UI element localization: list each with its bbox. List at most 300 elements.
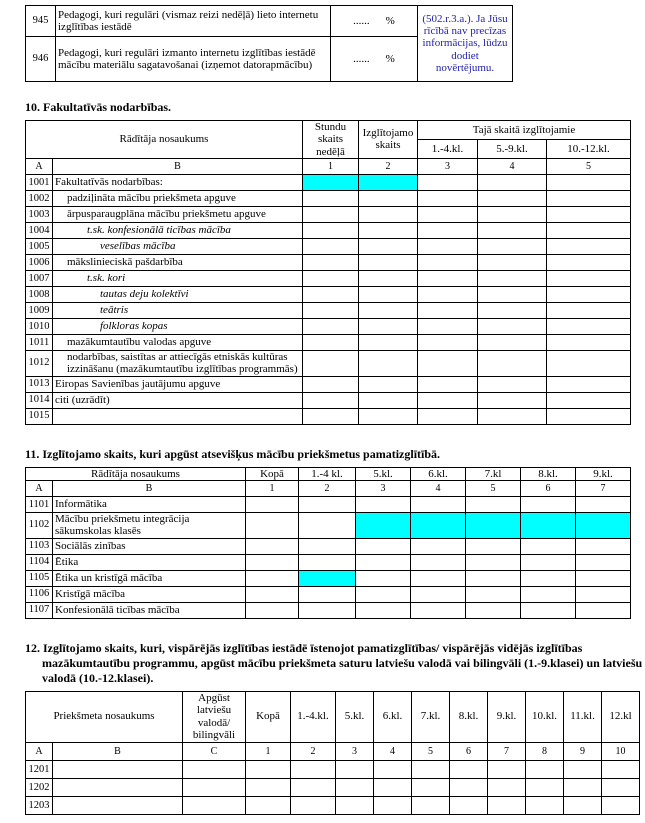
data-cell [411, 512, 466, 538]
table-row [26, 302, 631, 318]
data-cell[interactable] [418, 392, 478, 408]
data-cell[interactable] [299, 554, 356, 570]
row-label: ārpusparaugplāna mācību priekšmetu apguve [53, 206, 303, 222]
col-letter: A [26, 158, 53, 174]
col-letter: 1 [246, 743, 291, 761]
data-cell[interactable] [478, 286, 547, 302]
row-label: Kristīgā mācība [53, 586, 246, 602]
row-label: Fakultatīvās nodarbības: [53, 174, 303, 190]
data-cell[interactable] [576, 538, 631, 554]
data-cell[interactable] [359, 238, 418, 254]
data-cell[interactable] [418, 286, 478, 302]
table-row [26, 779, 640, 797]
data-cell[interactable] [303, 270, 359, 286]
row-label: veselības mācība [53, 238, 303, 254]
data-cell[interactable] [303, 286, 359, 302]
col-letter: A [26, 480, 53, 496]
data-cell[interactable] [547, 350, 631, 376]
col-letter: 8 [526, 743, 564, 761]
pedagogi-internet-table [25, 5, 513, 82]
col-header-class: 5.kl. [356, 467, 411, 480]
data-cell[interactable] [466, 496, 521, 512]
data-cell[interactable] [602, 761, 640, 779]
data-cell[interactable] [488, 797, 526, 815]
data-cell[interactable] [450, 779, 488, 797]
table-row [26, 376, 631, 392]
data-cell[interactable] [183, 761, 246, 779]
data-cell[interactable] [412, 761, 450, 779]
percent-entry-field[interactable] [331, 37, 418, 82]
data-cell[interactable] [478, 334, 547, 350]
col-letter: 5 [547, 158, 631, 174]
col-letter: 2 [299, 480, 356, 496]
col-header-students: Izglītojamo skaits [359, 121, 418, 159]
data-cell[interactable] [478, 254, 547, 270]
row-number: 1203 [26, 797, 53, 815]
row-label: Pedagogi, kuri regulāri (vismaz reizi nedēļā) lieto internetu izglītības iestādē [56, 6, 331, 37]
row-label: mazākumtautību valodas apguve [53, 334, 303, 350]
data-cell[interactable] [303, 350, 359, 376]
data-cell[interactable] [418, 408, 478, 424]
data-cell[interactable] [478, 392, 547, 408]
data-cell[interactable] [547, 254, 631, 270]
row-label: padziļināta mācību priekšmeta apguve [53, 190, 303, 206]
col-header-class: 9.kl. [576, 467, 631, 480]
row-number: 1106 [26, 586, 53, 602]
data-cell[interactable] [246, 761, 291, 779]
row-number: 1010 [26, 318, 53, 334]
data-cell[interactable] [478, 408, 547, 424]
row-number: 1012 [26, 350, 53, 376]
percent-sign: % [385, 14, 395, 27]
header-row [26, 691, 640, 743]
data-cell[interactable] [526, 797, 564, 815]
row-number: 1009 [26, 302, 53, 318]
dotted-input[interactable]: ...... [353, 52, 370, 65]
data-cell[interactable] [478, 190, 547, 206]
row-number: 1004 [26, 222, 53, 238]
data-cell[interactable] [303, 392, 359, 408]
col-letter: C [183, 743, 246, 761]
data-cell[interactable] [466, 602, 521, 618]
data-cell[interactable] [411, 538, 466, 554]
col-header-class: 12.kl [602, 691, 640, 743]
data-cell[interactable] [303, 190, 359, 206]
data-cell[interactable] [602, 779, 640, 797]
data-cell[interactable] [547, 392, 631, 408]
data-cell[interactable] [411, 496, 466, 512]
data-cell[interactable] [466, 554, 521, 570]
table-row [26, 538, 631, 554]
data-cell[interactable] [303, 376, 359, 392]
data-cell[interactable] [183, 779, 246, 797]
col-letter: B [53, 158, 303, 174]
row-number: 1011 [26, 334, 53, 350]
table-row [26, 761, 640, 779]
data-cell[interactable] [564, 761, 602, 779]
header-row [26, 121, 631, 140]
data-cell[interactable] [303, 318, 359, 334]
col-header-class: 7.kl [466, 467, 521, 480]
data-cell[interactable] [478, 174, 547, 190]
data-cell[interactable] [547, 408, 631, 424]
percent-entry-field[interactable] [331, 6, 418, 37]
data-cell[interactable] [359, 408, 418, 424]
data-cell[interactable] [412, 779, 450, 797]
row-label: nodarbības, saistītas ar attiecīgās etniskās kultūras izzināšanu (mazākumtautību izglītības programmās) [53, 350, 303, 376]
data-cell [576, 512, 631, 538]
data-cell[interactable] [418, 190, 478, 206]
data-cell[interactable] [356, 496, 411, 512]
col-header-hours: Stundu skaits nedēļā [303, 121, 359, 159]
data-cell[interactable] [53, 779, 183, 797]
col-header-class: 9.kl. [488, 691, 526, 743]
data-cell[interactable] [291, 797, 336, 815]
data-cell[interactable] [359, 286, 418, 302]
row-label: Pedagogi, kuri regulāri izmanto internetu izglītības iestādē mācību materiālu sagatavošanai (izņemot datorapmācību) [56, 37, 331, 82]
data-cell[interactable] [303, 254, 359, 270]
row-number: 1014 [26, 392, 53, 408]
table-row [26, 570, 631, 586]
column-letters-row [26, 158, 631, 174]
section10-title: 10. Fakultatīvās nodarbības. [25, 100, 172, 114]
data-cell[interactable] [478, 376, 547, 392]
data-cell [521, 512, 576, 538]
row-label: t.sk. konfesionālā ticības mācība [53, 222, 303, 238]
data-cell[interactable] [303, 302, 359, 318]
row-number: 946 [26, 37, 56, 82]
row-label: citi (uzrādīt) [53, 392, 303, 408]
data-cell[interactable] [418, 254, 478, 270]
data-cell[interactable] [466, 586, 521, 602]
col-header-class: 8.kl. [450, 691, 488, 743]
data-cell[interactable] [521, 538, 576, 554]
row-number: 1007 [26, 270, 53, 286]
data-cell[interactable] [521, 602, 576, 618]
data-cell[interactable] [359, 254, 418, 270]
data-cell[interactable] [359, 318, 418, 334]
data-cell[interactable] [299, 586, 356, 602]
data-cell[interactable] [303, 206, 359, 222]
row-number: 1201 [26, 761, 53, 779]
data-cell[interactable] [526, 779, 564, 797]
row-label: Ētika un kristīgā mācība [53, 570, 246, 586]
table-row [26, 206, 631, 222]
data-cell[interactable] [576, 602, 631, 618]
data-cell[interactable] [183, 797, 246, 815]
col-letter: 6 [450, 743, 488, 761]
col-letter: 1 [303, 158, 359, 174]
row-label: Mācību priekšmetu integrācija sākumskolas klasēs [53, 512, 246, 538]
data-cell[interactable] [246, 779, 291, 797]
data-cell[interactable] [478, 318, 547, 334]
table-row [26, 318, 631, 334]
data-cell[interactable] [359, 376, 418, 392]
data-cell[interactable] [246, 496, 299, 512]
col-letter: 9 [564, 743, 602, 761]
row-label: t.sk. kori [53, 270, 303, 286]
data-cell[interactable] [374, 779, 412, 797]
row-label: Sociālās zinības [53, 538, 246, 554]
data-cell[interactable] [299, 538, 356, 554]
data-cell[interactable] [466, 570, 521, 586]
data-cell[interactable] [356, 554, 411, 570]
data-cell[interactable] [53, 761, 183, 779]
row-number: 1103 [26, 538, 53, 554]
data-cell[interactable] [547, 318, 631, 334]
col-letter: 10 [602, 743, 640, 761]
dotted-input[interactable]: ...... [353, 14, 370, 27]
data-cell[interactable] [411, 570, 466, 586]
data-cell[interactable] [576, 570, 631, 586]
data-cell [356, 512, 411, 538]
data-cell[interactable] [299, 512, 356, 538]
col-letter: 2 [291, 743, 336, 761]
percent-sign: % [385, 52, 395, 65]
col-header-total: Kopā [246, 691, 291, 743]
data-cell[interactable] [246, 602, 299, 618]
data-cell[interactable] [336, 761, 374, 779]
row-number: 1107 [26, 602, 53, 618]
row-number: 1104 [26, 554, 53, 570]
col-letter: 7 [576, 480, 631, 496]
table-row [26, 190, 631, 206]
data-cell[interactable] [418, 318, 478, 334]
data-cell[interactable] [418, 302, 478, 318]
data-cell[interactable] [411, 586, 466, 602]
col-header-mode: Apgūst latviešu valodā/ bilingvāli [183, 691, 246, 743]
col-letter: B [53, 743, 183, 761]
section12-title: 12. Izglītojamo skaits, kuri, vispārējās izglītības iestādē īstenojot pamatizglītības/ vispārējās vidējās izglītības mazākumtautību programmu, apgūst mācību priekšmeta saturu latviešu valodā vai bilingvāli (1.-9.klasei) un latviešu valodā (10.-12.klasei). [25, 640, 643, 685]
data-cell[interactable] [303, 408, 359, 424]
data-cell[interactable] [478, 206, 547, 222]
data-cell[interactable] [53, 797, 183, 815]
row-label: Ētika [53, 554, 246, 570]
data-cell[interactable] [602, 797, 640, 815]
row-label: mākslinieciskā pašdarbība [53, 254, 303, 270]
table-row [26, 554, 631, 570]
row-label: Konfesionālā ticības mācība [53, 602, 246, 618]
data-cell[interactable] [246, 538, 299, 554]
data-cell[interactable] [336, 779, 374, 797]
data-cell [299, 570, 356, 586]
data-cell[interactable] [547, 376, 631, 392]
data-cell[interactable] [547, 302, 631, 318]
data-cell[interactable] [303, 238, 359, 254]
table-row [26, 6, 513, 37]
data-cell[interactable] [418, 238, 478, 254]
col-header-name: Priekšmeta nosaukums [26, 691, 183, 743]
data-cell[interactable] [488, 779, 526, 797]
data-cell[interactable] [478, 222, 547, 238]
data-cell[interactable] [547, 222, 631, 238]
row-number: 1005 [26, 238, 53, 254]
row-label [53, 408, 303, 424]
data-cell[interactable] [564, 779, 602, 797]
data-cell[interactable] [526, 761, 564, 779]
col-letter: 5 [466, 480, 521, 496]
data-cell[interactable] [336, 797, 374, 815]
data-cell[interactable] [411, 554, 466, 570]
data-cell[interactable] [547, 190, 631, 206]
table-row [26, 222, 631, 238]
col-header-name: Rādītāja nosaukums [26, 121, 303, 159]
row-number: 1105 [26, 570, 53, 586]
row-number: 1015 [26, 408, 53, 424]
data-cell[interactable] [359, 392, 418, 408]
data-cell[interactable] [359, 270, 418, 286]
data-cell[interactable] [359, 222, 418, 238]
row-number: 1101 [26, 496, 53, 512]
table-row [26, 408, 631, 424]
data-cell[interactable] [576, 496, 631, 512]
row-number: 1013 [26, 376, 53, 392]
data-cell[interactable] [564, 797, 602, 815]
data-cell[interactable] [418, 350, 478, 376]
table-row [26, 586, 631, 602]
column-letters-row [26, 743, 640, 761]
data-cell[interactable] [299, 602, 356, 618]
data-cell[interactable] [356, 586, 411, 602]
data-cell[interactable] [547, 286, 631, 302]
data-cell[interactable] [359, 302, 418, 318]
col-header-class: 5.-9.kl. [478, 139, 547, 158]
data-cell[interactable] [418, 206, 478, 222]
col-letter: A [26, 743, 53, 761]
table-row [26, 512, 631, 538]
col-letter: 3 [336, 743, 374, 761]
table-row [26, 286, 631, 302]
data-cell[interactable] [478, 238, 547, 254]
subjects-primary-table [25, 467, 631, 619]
data-cell[interactable] [374, 761, 412, 779]
data-cell[interactable] [450, 761, 488, 779]
data-cell[interactable] [547, 270, 631, 286]
facultative-classes-table [25, 120, 631, 425]
col-letter: 2 [359, 158, 418, 174]
col-header-total: Kopā [246, 467, 299, 480]
row-number: 1008 [26, 286, 53, 302]
data-cell[interactable] [418, 222, 478, 238]
row-label: Eiropas Savienības jautājumu apguve [53, 376, 303, 392]
row-number: 1102 [26, 512, 53, 538]
data-cell[interactable] [246, 512, 299, 538]
data-cell[interactable] [418, 270, 478, 286]
col-header-class: 5.kl. [336, 691, 374, 743]
col-header-class: 1.-4.kl. [418, 139, 478, 158]
data-cell[interactable] [478, 270, 547, 286]
data-cell [359, 174, 418, 190]
col-header-class: 6.kl. [411, 467, 466, 480]
data-cell[interactable] [521, 554, 576, 570]
data-cell[interactable] [478, 302, 547, 318]
table-row [26, 254, 631, 270]
data-cell[interactable] [299, 496, 356, 512]
data-cell[interactable] [412, 797, 450, 815]
data-cell[interactable] [418, 334, 478, 350]
col-letter: 3 [418, 158, 478, 174]
data-cell[interactable] [547, 174, 631, 190]
header-row [26, 467, 631, 480]
table-row [26, 238, 631, 254]
data-cell[interactable] [246, 586, 299, 602]
row-label: folkloras kopas [53, 318, 303, 334]
column-letters-row [26, 480, 631, 496]
col-header-class: 6.kl. [374, 691, 412, 743]
data-cell[interactable] [303, 334, 359, 350]
table-row [26, 392, 631, 408]
data-cell[interactable] [521, 496, 576, 512]
col-letter: 4 [374, 743, 412, 761]
row-label: teātris [53, 302, 303, 318]
data-cell [466, 512, 521, 538]
data-cell[interactable] [359, 334, 418, 350]
data-cell[interactable] [359, 190, 418, 206]
data-cell[interactable] [374, 797, 412, 815]
guidance-note: (502.r.3.a.). Ja Jūsu rīcībā nav precīzas informācijas, lūdzu dodiet novērtējumu. [418, 6, 513, 82]
data-cell[interactable] [411, 602, 466, 618]
data-cell[interactable] [466, 538, 521, 554]
data-cell[interactable] [356, 570, 411, 586]
col-header-class: 1.-4.kl. [291, 691, 336, 743]
row-label: Informātika [53, 496, 246, 512]
table-row [26, 496, 631, 512]
data-cell[interactable] [246, 554, 299, 570]
data-cell[interactable] [303, 222, 359, 238]
col-letter: 3 [356, 480, 411, 496]
col-letter: B [53, 480, 246, 496]
table-row [26, 334, 631, 350]
data-cell[interactable] [418, 174, 478, 190]
data-cell[interactable] [478, 350, 547, 376]
col-letter: 5 [412, 743, 450, 761]
row-number: 1202 [26, 779, 53, 797]
row-number: 1001 [26, 174, 53, 190]
table-row [26, 174, 631, 190]
data-cell[interactable] [488, 761, 526, 779]
data-cell[interactable] [246, 797, 291, 815]
data-cell[interactable] [359, 350, 418, 376]
data-cell[interactable] [246, 570, 299, 586]
data-cell[interactable] [450, 797, 488, 815]
data-cell[interactable] [547, 334, 631, 350]
col-header-class: 11.kl. [564, 691, 602, 743]
data-cell[interactable] [576, 554, 631, 570]
data-cell[interactable] [418, 376, 478, 392]
data-cell[interactable] [356, 538, 411, 554]
data-cell[interactable] [576, 586, 631, 602]
data-cell[interactable] [547, 238, 631, 254]
data-cell[interactable] [291, 779, 336, 797]
row-number: 1002 [26, 190, 53, 206]
col-header-class: 10.-12.kl. [547, 139, 631, 158]
data-cell [303, 174, 359, 190]
data-cell[interactable] [521, 570, 576, 586]
data-cell[interactable] [356, 602, 411, 618]
col-header-class: 7.kl. [412, 691, 450, 743]
col-letter: 1 [246, 480, 299, 496]
col-letter: 4 [411, 480, 466, 496]
table-row [26, 602, 631, 618]
data-cell[interactable] [359, 206, 418, 222]
data-cell[interactable] [521, 586, 576, 602]
table-row [26, 797, 640, 815]
table-row [26, 270, 631, 286]
row-number: 1003 [26, 206, 53, 222]
row-number: 945 [26, 6, 56, 37]
data-cell[interactable] [291, 761, 336, 779]
data-cell[interactable] [547, 206, 631, 222]
